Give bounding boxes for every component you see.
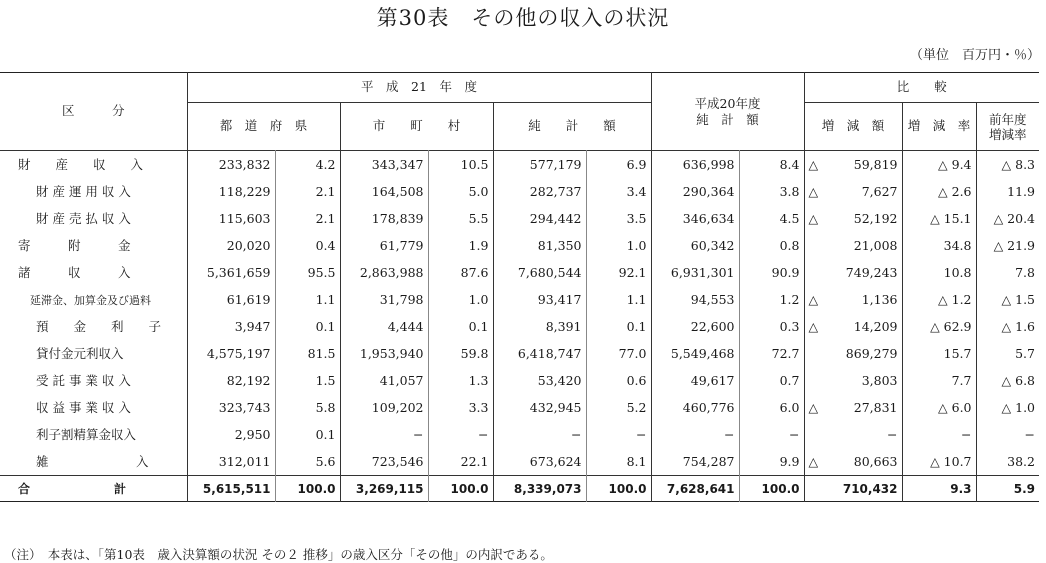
decrease-mark: △ (808, 156, 819, 172)
header-municipal: 市 町 村 (340, 103, 493, 151)
revenue-table (0, 72, 1039, 502)
cell-value: 31,798 (340, 287, 428, 314)
header-category: 区 分 (61, 103, 125, 119)
cell-value: 4,575,197 (187, 341, 275, 368)
cell-prev-rate: △ 6.8 (976, 368, 1039, 395)
change-amount-value: 59,819 (853, 156, 898, 172)
header-prefecture: 都 道 府 県 (187, 103, 340, 151)
change-amount-value: 14,209 (853, 318, 898, 334)
cell-value: 312,011 (187, 449, 275, 476)
cell-value: 8.4 (739, 151, 804, 179)
cell-value: 8,391 (493, 314, 586, 341)
cell-change-amount (804, 341, 902, 368)
cell-prev-rate: △ 1.6 (976, 314, 1039, 341)
table-row (0, 260, 1039, 287)
cell-value: 10.5 (428, 151, 493, 179)
cell-value: 81.5 (275, 341, 340, 368)
cell-value: 673,624 (493, 449, 586, 476)
decrease-mark: △ (808, 210, 819, 226)
table-row (0, 179, 1039, 206)
cell-value: 7,628,641 (651, 476, 739, 502)
header-net-total: 純 計 額 (493, 103, 651, 151)
cell-prev-rate: △ 21.9 (976, 233, 1039, 260)
cell-value: 282,737 (493, 179, 586, 206)
row-label: 財 産 売 払 収 入 (36, 210, 131, 226)
cell-change-amount (804, 368, 902, 395)
cell-value: 343,347 (340, 151, 428, 179)
cell-value: 178,839 (340, 206, 428, 233)
cell-value: 72.7 (739, 341, 804, 368)
cell-value: 0.7 (739, 368, 804, 395)
header-change-amount: 増 減 額 (804, 103, 902, 151)
change-amount-value: 869,279 (845, 345, 898, 361)
header-change-rate: 増 減 率 (902, 103, 976, 151)
cell-change-rate: △ 1.2 (902, 287, 976, 314)
cell-value: 1.9 (428, 233, 493, 260)
total-row (0, 476, 1039, 502)
cell-value: 61,619 (187, 287, 275, 314)
cell-value: 100.0 (275, 476, 340, 502)
cell-value: 4.2 (275, 151, 340, 179)
cell-value: 5,549,468 (651, 341, 739, 368)
cell-value: 118,229 (187, 179, 275, 206)
cell-prev-rate: △ 8.3 (976, 151, 1039, 179)
cell-change-amount (804, 422, 902, 449)
cell-value: 290,364 (651, 179, 739, 206)
cell-value: 4.5 (739, 206, 804, 233)
cell-change-rate: 7.7 (902, 368, 976, 395)
row-label: 合 計 (18, 481, 127, 496)
change-amount-value: 27,831 (853, 399, 898, 415)
cell-value: 59.8 (428, 341, 493, 368)
row-label: 利子割精算金収入 (36, 426, 137, 442)
table-row (0, 314, 1039, 341)
cell-value: 6,931,301 (651, 260, 739, 287)
cell-value: 6.9 (586, 151, 651, 179)
cell-change-amount (804, 179, 902, 206)
cell-value: 7,680,544 (493, 260, 586, 287)
cell-change-rate: △ 15.1 (902, 206, 976, 233)
change-amount-value: 1,136 (861, 291, 898, 307)
cell-value: 1.3 (428, 368, 493, 395)
cell-value: 92.1 (586, 260, 651, 287)
cell-value: − (493, 422, 586, 449)
cell-value: 81,350 (493, 233, 586, 260)
cell-value: 2.1 (275, 206, 340, 233)
cell-value: 87.6 (428, 260, 493, 287)
cell-value: 53,420 (493, 368, 586, 395)
header-prev-rate-line2: 増減率 (988, 126, 1027, 142)
cell-value: 346,634 (651, 206, 739, 233)
header-prev-rate (976, 103, 1039, 151)
cell-value: 0.1 (428, 314, 493, 341)
cell-value: 8,339,073 (493, 476, 586, 502)
decrease-mark: △ (808, 453, 819, 469)
cell-value: 1.0 (586, 233, 651, 260)
cell-value: − (739, 422, 804, 449)
cell-change-rate: 9.3 (902, 476, 976, 502)
row-label: 貸付金元利収入 (36, 345, 124, 361)
cell-prev-rate: − (976, 422, 1039, 449)
cell-value: 0.8 (739, 233, 804, 260)
change-amount-value: 7,627 (861, 183, 898, 199)
row-label: 財 産 運 用 収 入 (36, 183, 131, 199)
table-row (0, 368, 1039, 395)
table-row (0, 233, 1039, 260)
cell-value: − (586, 422, 651, 449)
cell-value: 9.9 (739, 449, 804, 476)
cell-value: 3.3 (428, 395, 493, 422)
table-row (0, 422, 1039, 449)
cell-change-rate: 15.7 (902, 341, 976, 368)
cell-change-rate: △ 2.6 (902, 179, 976, 206)
change-amount-value: 21,008 (853, 237, 898, 253)
cell-value: 3,269,115 (340, 476, 428, 502)
cell-value: 41,057 (340, 368, 428, 395)
cell-value: 294,442 (493, 206, 586, 233)
cell-value: 754,287 (651, 449, 739, 476)
cell-value: 0.4 (275, 233, 340, 260)
cell-value: 4,444 (340, 314, 428, 341)
cell-change-amount (804, 395, 902, 422)
cell-prev-rate: △ 1.0 (976, 395, 1039, 422)
cell-value: − (340, 422, 428, 449)
cell-value: 460,776 (651, 395, 739, 422)
cell-value: 100.0 (739, 476, 804, 502)
cell-value: 1.5 (275, 368, 340, 395)
change-amount-value: 3,803 (861, 372, 898, 388)
cell-value: 77.0 (586, 341, 651, 368)
cell-value: 115,603 (187, 206, 275, 233)
footnote: （注） 本表は、「第10表 歳入決算額の状況 その２ 推移」の歳入区分「その他」の内訳である。 (4, 547, 553, 562)
change-amount-value: 710,432 (842, 481, 898, 496)
cell-value: 6,418,747 (493, 341, 586, 368)
cell-value: 3.4 (586, 179, 651, 206)
cell-value: 22,600 (651, 314, 739, 341)
cell-value: 5,615,511 (187, 476, 275, 502)
cell-value: 5.5 (428, 206, 493, 233)
cell-change-rate: 10.8 (902, 260, 976, 287)
cell-prev-rate: 5.9 (976, 476, 1039, 502)
cell-change-rate: − (902, 422, 976, 449)
cell-value: 1.1 (275, 287, 340, 314)
cell-prev-rate: 38.2 (976, 449, 1039, 476)
cell-prev-rate: 11.9 (976, 179, 1039, 206)
cell-change-amount (804, 206, 902, 233)
header-fy20 (651, 73, 804, 151)
cell-value: 2,863,988 (340, 260, 428, 287)
decrease-mark: △ (808, 318, 819, 334)
cell-value: 2.1 (275, 179, 340, 206)
decrease-mark: △ (808, 183, 819, 199)
cell-value: 3,947 (187, 314, 275, 341)
cell-value: 49,617 (651, 368, 739, 395)
cell-value: 3.8 (739, 179, 804, 206)
cell-change-amount (804, 314, 902, 341)
cell-change-amount (804, 449, 902, 476)
cell-value: 0.1 (275, 314, 340, 341)
cell-value: 3.5 (586, 206, 651, 233)
header-fy21: 平 成 21 年 度 (187, 73, 651, 103)
cell-change-amount (804, 476, 902, 502)
cell-change-rate: △ 6.0 (902, 395, 976, 422)
table-row (0, 287, 1039, 314)
header-prev-rate-line1: 前年度 (988, 111, 1027, 127)
cell-value: 1.1 (586, 287, 651, 314)
cell-value: 94,553 (651, 287, 739, 314)
row-label: 収 益 事 業 収 入 (36, 399, 131, 415)
cell-value: 1,953,940 (340, 341, 428, 368)
cell-value: 82,192 (187, 368, 275, 395)
table-row (0, 206, 1039, 233)
cell-change-rate: 34.8 (902, 233, 976, 260)
cell-change-amount (804, 233, 902, 260)
cell-change-rate: △ 10.7 (902, 449, 976, 476)
cell-value: 0.1 (275, 422, 340, 449)
table-row (0, 151, 1039, 179)
cell-value: 0.3 (739, 314, 804, 341)
cell-change-rate: △ 9.4 (902, 151, 976, 179)
cell-change-amount (804, 287, 902, 314)
cell-value: 100.0 (428, 476, 493, 502)
cell-value: 164,508 (340, 179, 428, 206)
cell-prev-rate: 7.8 (976, 260, 1039, 287)
cell-value: 8.1 (586, 449, 651, 476)
row-label: 財 産 収 入 (18, 156, 144, 172)
cell-value: 636,998 (651, 151, 739, 179)
cell-value: 432,945 (493, 395, 586, 422)
row-label: 預 金 利 子 (36, 318, 162, 334)
cell-prev-rate: △ 20.4 (976, 206, 1039, 233)
cell-value: 61,779 (340, 233, 428, 260)
cell-value: 5,361,659 (187, 260, 275, 287)
change-amount-value: 52,192 (853, 210, 898, 226)
cell-value: 20,020 (187, 233, 275, 260)
table-row (0, 449, 1039, 476)
change-amount-value: 80,663 (853, 453, 898, 469)
cell-value: 1.0 (428, 287, 493, 314)
cell-prev-rate: 5.7 (976, 341, 1039, 368)
cell-value: 1.2 (739, 287, 804, 314)
unit-label: （単位 百万円・％） (909, 48, 1040, 63)
row-label: 寄 附 金 (18, 237, 131, 253)
cell-value: − (428, 422, 493, 449)
cell-value: 577,179 (493, 151, 586, 179)
cell-value: − (651, 422, 739, 449)
cell-value: 0.1 (586, 314, 651, 341)
header-fy20-line2: 純 計 額 (696, 111, 759, 127)
cell-value: 233,832 (187, 151, 275, 179)
cell-value: 5.8 (275, 395, 340, 422)
cell-value: 2,950 (187, 422, 275, 449)
cell-value: 5.6 (275, 449, 340, 476)
change-amount-value: − (887, 426, 898, 442)
table-row (0, 395, 1039, 422)
cell-value: 323,743 (187, 395, 275, 422)
cell-value: 5.0 (428, 179, 493, 206)
header-compare: 比 較 (804, 73, 1039, 103)
cell-value: 109,202 (340, 395, 428, 422)
cell-value: 5.2 (586, 395, 651, 422)
table-row (0, 341, 1039, 368)
row-label: 受 託 事 業 収 入 (36, 372, 131, 388)
cell-value: 0.6 (586, 368, 651, 395)
header-fy20-line1: 平成20年度 (694, 95, 761, 111)
cell-change-amount (804, 260, 902, 287)
cell-value: 60,342 (651, 233, 739, 260)
table-body (0, 151, 1039, 502)
cell-change-amount (804, 151, 902, 179)
cell-prev-rate: △ 1.5 (976, 287, 1039, 314)
cell-change-rate: △ 62.9 (902, 314, 976, 341)
cell-value: 6.0 (739, 395, 804, 422)
row-label: 延滞金、加算金及び過料 (30, 293, 151, 307)
cell-value: 95.5 (275, 260, 340, 287)
cell-value: 90.9 (739, 260, 804, 287)
change-amount-value: 749,243 (845, 264, 898, 280)
cell-value: 22.1 (428, 449, 493, 476)
cell-value: 93,417 (493, 287, 586, 314)
decrease-mark: △ (808, 399, 819, 415)
row-label: 諸 収 入 (18, 264, 131, 280)
table-title: 第30表 その他の収入の状況 (376, 6, 670, 30)
decrease-mark: △ (808, 291, 819, 307)
cell-value: 723,546 (340, 449, 428, 476)
row-label: 雑 入 (36, 453, 149, 469)
cell-value: 100.0 (586, 476, 651, 502)
